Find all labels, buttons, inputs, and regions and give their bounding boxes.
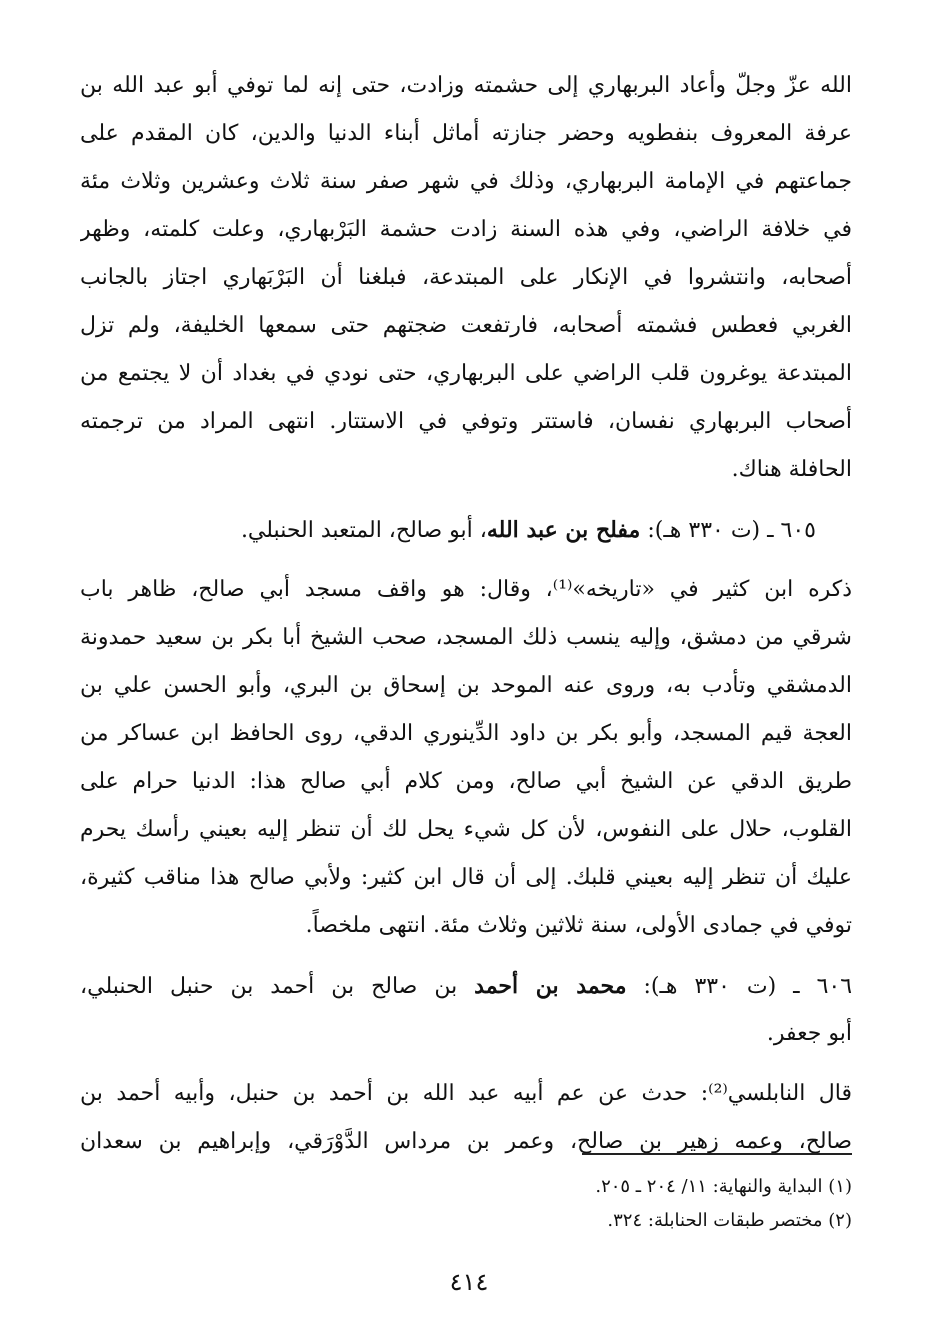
- page-number: ٤١٤: [449, 1268, 489, 1296]
- text-line: القلوب، حلال على النفوس، لأن كل شيء يحل لك أن تنظر إليه بعيني رأسك يحرم: [80, 817, 852, 842]
- entry-606-name: محمد بن أحمد: [474, 973, 627, 999]
- text-line: طريق الدقي عن الشيخ أبي صالح، ومن كلام أبي صالح هذا: الدنيا حرام على: [80, 769, 852, 794]
- entry-605-heading: [80, 506, 852, 554]
- entry-605-number: ٦٠٥ ـ (ت ٣٣٠ هـ):: [640, 518, 816, 543]
- text-line: قال النابلسي⁽²⁾: حدث عن عم أبيه عبد الله بن أحمد بن حنبل، وأبيه أحمد بن: [80, 1081, 852, 1106]
- footnote-2: (٢) مختصر طبقات الحنابلة: ٣٢٤.: [607, 1210, 852, 1231]
- text-line: أصحاب البربهاري نفسان، فاستتر وتوفي في الاستتار. انتهى المراد من ترجمته: [80, 409, 852, 434]
- entry-605-desc: ، أبو صالح، المتعبد الحنبلي.: [240, 518, 487, 543]
- page-body: [80, 62, 852, 1166]
- footnotes: [80, 1170, 852, 1238]
- text-line: عليك أن تنظر إليه بعيني قلبك. إلى أن قال ابن كثير: ولأبي صالح هذا مناقب كثيرة،: [80, 865, 852, 890]
- text-line: المبتدعة يوغرون قلب الراضي على البربهاري، حتى نودي في بغداد أن لا يجتمع من: [80, 361, 852, 386]
- text-line: الحافلة هناك.: [731, 457, 852, 482]
- text-line: الدمشقي وتأدب به، وروى عنه الموحد بن إسحاق بن البري، وأبو الحسن علي بن: [80, 673, 852, 698]
- text-line: الغربي فعطس فشمته أصحابه، فارتفعت ضجتهم حتى سمعها الخليفة، ولم تزل: [80, 313, 852, 338]
- text-line: توفي في جمادى الأولى، سنة ثلاثين وثلاث مئة. انتهى ملخصاً.: [305, 913, 852, 938]
- text-line: شرقي من دمشق، وإليه ينسب ذلك المسجد، صحب الشيخ أبا بكر بن سعيد حمدونة: [80, 625, 852, 650]
- text-line: صالح، وعمه زهير بن صالح، وعمر بن مرداس الدَّوْرَقي، وإبراهيم بن سعدان: [80, 1129, 852, 1154]
- text-line: الله عزّ وجلّ وأعاد البربهاري إلى حشمته وزادت، حتى إنه لما توفي أبو عبد الله بن: [80, 73, 852, 98]
- text-line: في خلافة الراضي، وفي هذه السنة زادت حشمة البَرْبهاري، وعلت كلمته، وظهر: [80, 217, 852, 242]
- entry-606-heading: [80, 962, 852, 1010]
- text-line: عرفة المعروف بنفطويه وحضر جنازته أماثل أبناء الدنيا والدين، كان المقدم على: [80, 121, 852, 146]
- text-line: العجة قيم المسجد، وأبو بكر بن داود الدِّينوري الدقي، روى الحافظ ابن عساكر من: [80, 721, 852, 746]
- text-line: جماعتهم في الإمامة البربهاري، وذلك في شهر صفر سنة ثلاث وعشرين وثلاث مئة: [80, 169, 852, 194]
- footnote-separator: [582, 1153, 852, 1155]
- text-line: ذكره ابن كثير في «تاريخه»⁽¹⁾، وقال: هو واقف مسجد أبي صالح، ظاهر باب: [80, 577, 852, 602]
- entry-605-name: مفلح بن عبد الله: [486, 517, 641, 543]
- text-line: أصحابه، وانتشروا في الإنكار على المبتدعة، فبلغنا أن البَرْبَهاري اجتاز بالجانب: [80, 265, 852, 290]
- footnote-1: (١) البداية والنهاية: ١١/ ٢٠٤ ـ ٢٠٥.: [595, 1176, 852, 1197]
- entry-606-heading-cont: أبو جعفر.: [766, 1021, 852, 1046]
- entry-606-number: ٦٠٦ ـ (ت ٣٣٠ هـ):: [626, 974, 852, 999]
- entry-606-desc: بن صالح بن أحمد بن حنبل الحنبلي،: [80, 974, 475, 999]
